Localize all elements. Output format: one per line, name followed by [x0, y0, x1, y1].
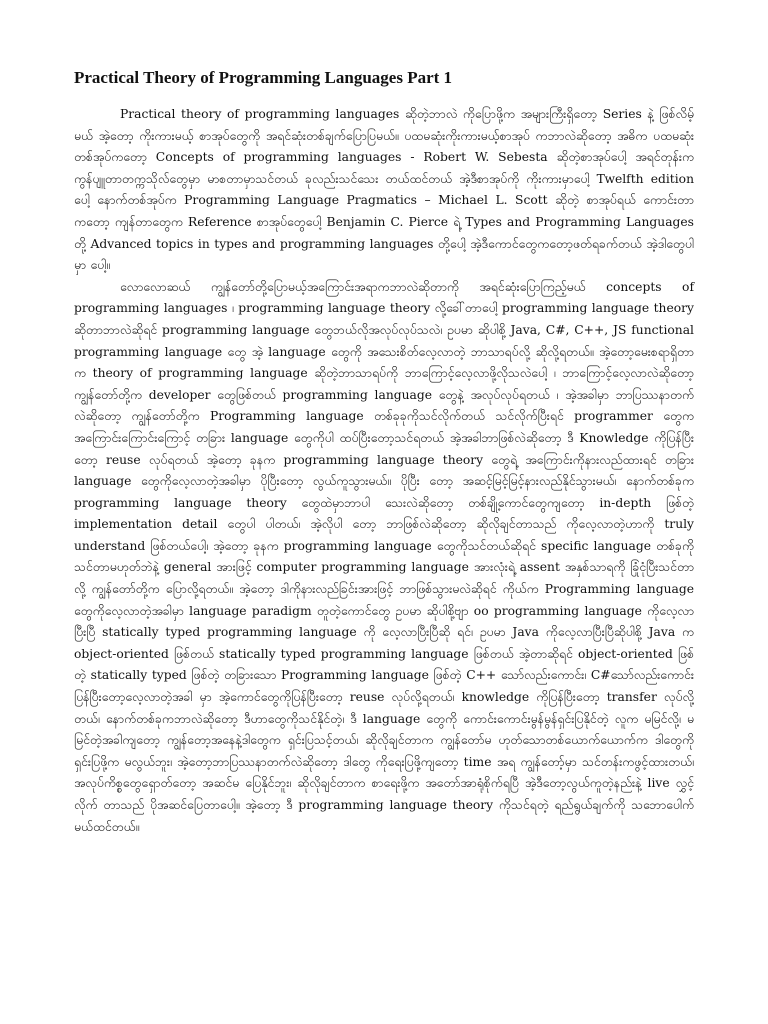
paragraph-2: လောလောဆယ် ကျွန်တော်တို့ပြောမယ့်အကြောင်းအရာကဘာလဲဆိုတာကို အရင်ဆုံးပြောကြည့်မယ် concepts of programming languages ၊ programming language theory လို့ခေါ်တာပေါ့ programming language theory ဆိုတာဘာလဲဆိုရင် programming language တွေဘယ်လိုအလုပ်လုပ်သလဲ၊ ဥပမာ ဆိုပါစို့ Java, C#, C++, JS functional programming language တွေ အဲ့ language တွေကို အသေးစိတ်လေ့လာတဲ့ ဘာသာရပ်လို့ ဆိုလို့ရတယ်။ အဲ့တော့မေးစရာရှိတာက theory of programming language ဆိုတဲ့ဘာသာရပ်ကို ဘာကြောင့်လေ့လာဖို့လိုသလဲပေါ့ ၊ ဘာကြောင့်လေ့လာလဲဆိုတော့ ကျွန်တော်တို့က developer တွေဖြစ်တယ် programming language တွေနဲ့ အလုပ်လုပ်ရတယ် ၊ အဲ့အခါမှာ ဘာပြဿနာတက်လဲဆိုတော့ ကျွန်တော်တို့က Programming language တစ်ခုခုကိုသင်လိုက်တယ် သင်လိုက်ပြီးရင် programmer တွေက အကြောင်းကြောင်းကြောင့် တခြား language တွေကိုပါ ထပ်ပြီးတော့သင်ရတယ် အဲ့အခါဘာဖြစ်လဲဆိုတော့ ဒီ Knowledge ကိုပြန်ပြီးတော့ reuse လုပ်ရတယ် အဲ့တော့ ခုနက programming language theory တွေရဲ့ အကြောင်းကိုနားလည်ထားရင် တခြား language တွေကိုလေ့လာတဲ့အခါမှာ ပိုပြီးတော့ လွယ်ကူသွားမယ်။ ပိုပြီး တော့ အဆင့်မြင့်မြင့်နားလည်နိုင်သွားမယ်၊ နောက်တစ်ခုက programming language theory တွေထဲမှာဘာပါ သေးလဲဆိုတော့ တစ်ချို့ကောင်တွေကျတော့ in-depth ဖြစ်တဲ့ implementation detail တွေပါ ပါတယ်၊ အဲ့လိုပါ တော့ ဘာဖြစ်လဲဆိုတော့ ဆိုလိုချင်တာသည် ကိုလေ့လာတဲ့ဟာကို truly understand ဖြစ်တယ်ပေါ့၊ အဲ့တော့ ခုနက programming language တွေကိုသင်တယ်ဆိုရင် specific language တစ်ခုကို သင်တာမဟုတ်ဘဲနဲ့ general အားဖြင့် computer programming language အားလုံးရဲ့ assent အနှစ်သာရကို ခြုံငုံပြီးသင်တာလို့ ကျွန်တော်တို့က ပြောလို့ရတယ်။ အဲ့တော့ ဒါကိုနားလည်ခြင်းအားဖြင့် ဘာဖြစ်သွားမလဲဆိုရင် ကိုယ်က Programming language တွေကိုလေ့လာတဲ့အခါမှာ language paradigm တူတဲ့ကောင်တွေ ဥပမာ ဆိုပါစို့ဗျာ oo programming language ကိုလေ့လာပြီးပြီ statically typed programming language ကို လေ့လာပြီးပြီဆို ရင်၊ ဥပမာ Java ကိုလေ့လာပြီးပြီဆိုပါစို့ Java က object-oriented ဖြစ်တယ် statically typed programming language ဖြစ်တယ် အဲ့တာဆိုရင် object-oriented ဖြစ်တဲ့ statically typed ဖြစ်တဲ့ တခြားသော Programming language ဖြစ်တဲ့ C++ သော်လည်းကောင်း၊ C#သော်လည်းကောင်း ပြန်ပြီးတော့လေ့လာတဲ့အခါ မှာ အဲ့ကောင်တွေကိုပြန်ပြီးတော့ reuse လုပ်လို့ရတယ်၊ knowledge ကိုပြန်ပြီးတော့ transfer လုပ်လို့တယ်၊ နောက်တစ်ခုကဘာလဲဆိုတော့ ဒီဟာတွေကိုသင်နိုင်တဲ့၊ ဒီ language တွေကို ကောင်းကောင်းမွန်မွန်ရှင်းပြနိုင်တဲ့ လူက မမြင်လို့၊ မမြင်တဲ့အခါကျတော့ ကျွန်တော့အနေနဲ့ဒါတွေက ရှင်းပြသင့်တယ်၊ ဆိုလိုချင်တာက ကျွန်တော်မ ဟုတ်သောတစ်ယောက်ယောက်က ဒါတွေကိုရှင်းပြဖို့က မလွယ်ဘူး၊ အဲ့တော့ဘာပြဿနာတက်လဲဆိုတော့ ဒါတွေ ကိုရေးပြဖို့ကျတော့ time အရ ကျွန်တော့်မှာ သင်တန်းကဖွင့်ထားတယ်၊ အလုပ်ကိစ္စတွေရှောတ်တော့ အဆင်မ ပြေနိုင်ဘူး၊ ဆိုလိုချင်တာက စာရေးဖို့က အတော်အာရုံစိုက်ရပြီ အဲ့ဒီတော့လွယ်ကူတဲ့နည်းနဲ့ live လွှင့်လိုက် တာသည် ပိုအဆင်ပြေတာပေါ့။ အဲ့တော့ ဒီ programming language theory ကိုသင်ရတဲ့ ရည်ရွယ်ချက်ကို သဘောပေါက်မယ်ထင်တယ်။: [74, 279, 694, 834]
document-title: Practical Theory of Programming Languages Part 1: [74, 68, 453, 87]
document-page: [74, 66, 694, 838]
paragraph-1: Practical theory of programming languages ဆိုတဲ့ဘာလဲ ကိုပြောဖို့က အများကြီးရှိတော့ Series နဲ့ ဖြစ်လိမ့်မယ် အဲ့တော့ ကိုးကားမယ့် စာအုပ်တွေကို အရင်ဆုံးတစ်ချက်ပြောပြမယ်။ ပထမဆုံးကိုးကားမယ့်စာအုပ် ကဘာလဲဆိုတော့ အဓိက ပထမဆုံးတစ်အုပ်ကတော့ Concepts of programming languages - Robert W. Sebesta ဆိုတဲ့စာအုပ်ပေါ့ အရင်တုန်းက ကွန်ပျူတာတက္ကသိုလ်တွေမှာ မာစတာမှာသင်တယ် ခုလည်းသင်သေး တယ်ထင်တယ် အဲ့ဒီစာအုပ်ကို ကိုးကားမှာပေါ့ Twelfth edition ပေါ့ နောက်တစ်အုပ်က Programming Language Pragmatics – Michael L. Scott ဆိုတဲ့ စာအုပ်ရယ် ကောင်းတာကတော့ ကျန်တာတွေက Reference စာအုပ်တွေပေါ့ Benjamin C. Pierce ရဲ့ Types and Programming Languages တို့ Advanced topics in types and programming languages တို့ပေါ့ အဲ့ဒီကောင်တွေကတော့ဖတ်ရခက်တယ် အဲ့ဒါတွေပါမှာ ပေါ့။: [74, 107, 694, 273]
